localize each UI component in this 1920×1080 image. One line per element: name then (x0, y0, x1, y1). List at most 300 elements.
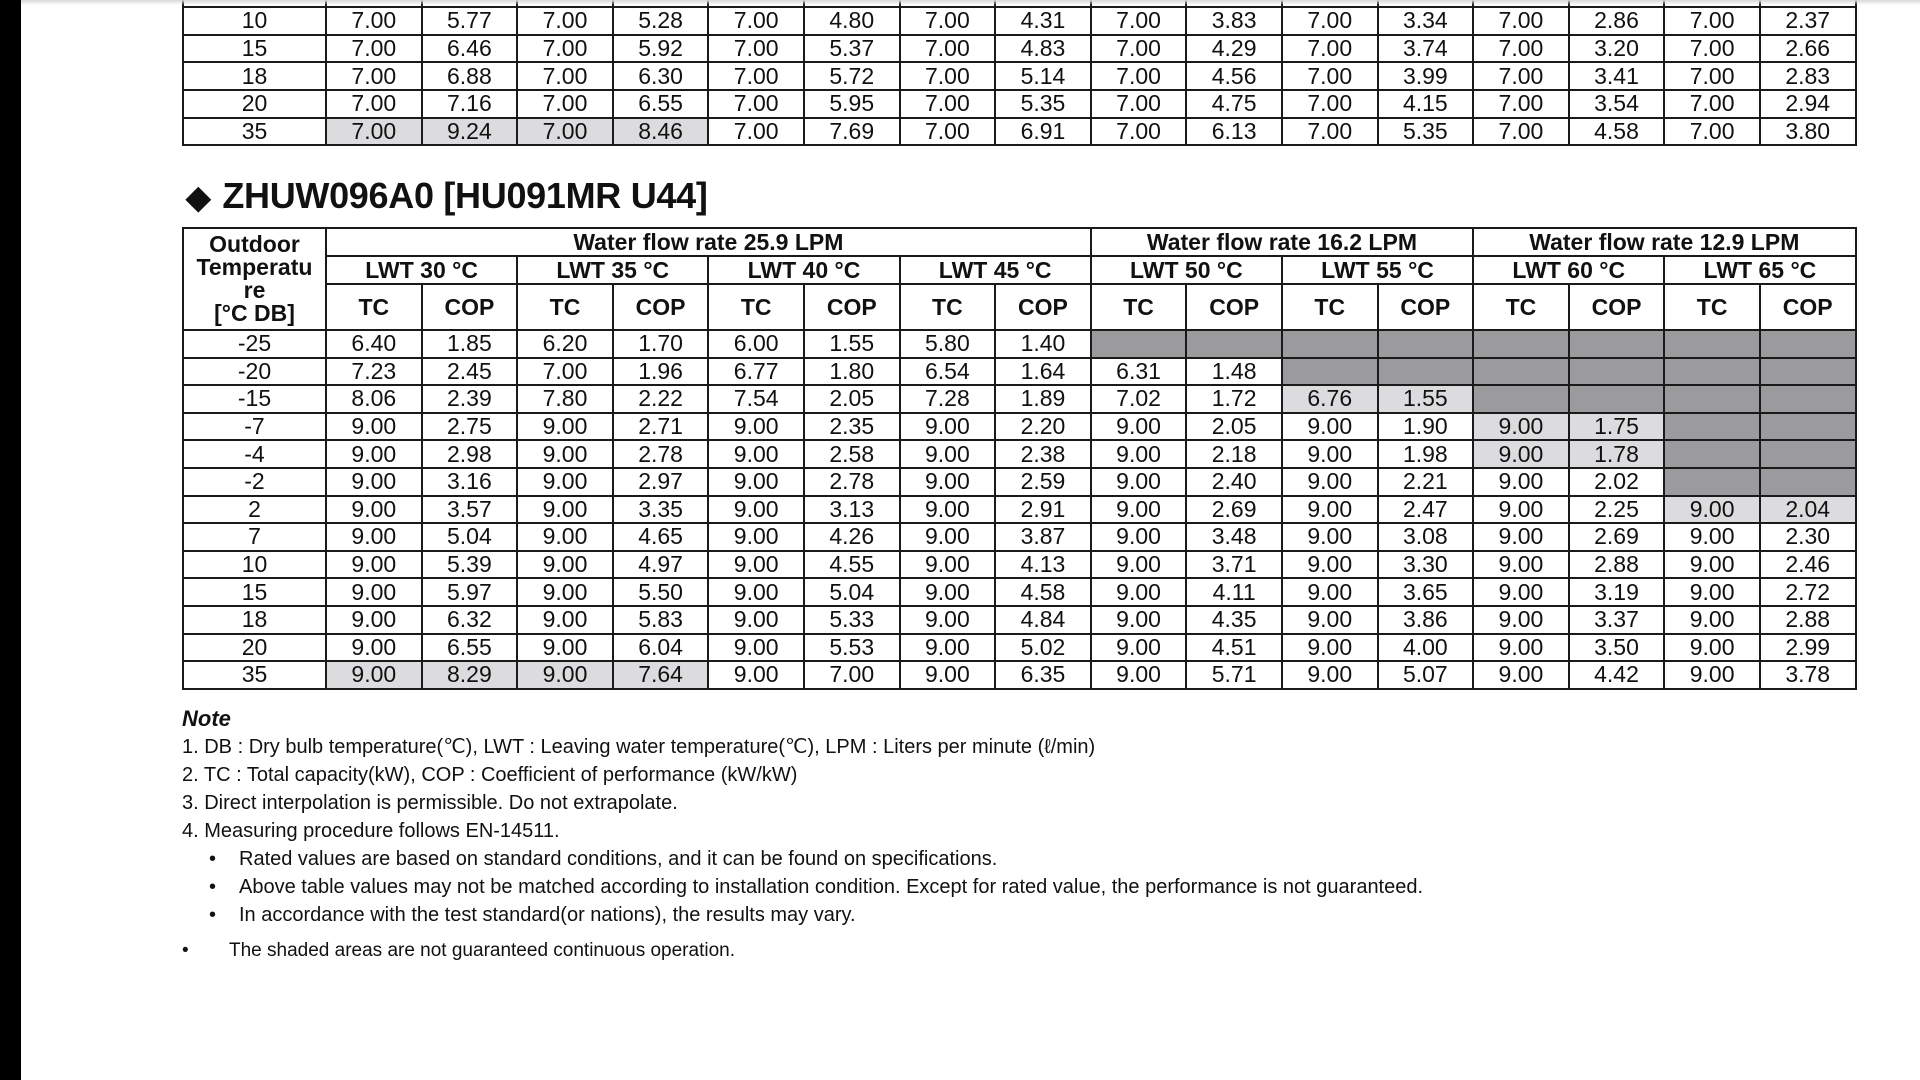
cop-value-cell: 1.55 (804, 330, 900, 358)
tc-value-cell: 7.00 (1664, 35, 1760, 63)
cop-value-cell: 5.02 (995, 634, 1091, 662)
performance-table-zhuw096a0 (182, 227, 1857, 690)
tc-value-cell: 7.00 (517, 62, 613, 90)
tc-value-cell: 7.00 (1282, 62, 1378, 90)
cop-header: COP (1569, 284, 1665, 330)
cop-value-cell: 3.35 (613, 496, 709, 524)
table-row (183, 468, 1856, 496)
tc-value-cell: 7.00 (708, 62, 804, 90)
lwt-header: LWT 40 °C (708, 256, 899, 284)
diamond-bullet-icon: ◆ (186, 179, 211, 215)
cop-value-cell: 4.80 (804, 7, 900, 35)
cop-value-cell: 4.42 (1569, 661, 1665, 689)
tc-cop-header-row (183, 284, 1856, 330)
tc-value-cell: 7.00 (1091, 35, 1187, 63)
lwt-header: LWT 55 °C (1282, 256, 1473, 284)
cop-value-cell (1569, 330, 1665, 358)
cop-value-cell: 4.15 (1378, 90, 1474, 118)
cop-value-cell: 3.83 (1186, 7, 1282, 35)
tc-value-cell (1664, 385, 1760, 413)
cop-value-cell: 6.13 (1186, 118, 1282, 146)
cop-header: COP (613, 284, 709, 330)
table-row (183, 661, 1856, 689)
tc-value-cell: 7.00 (517, 35, 613, 63)
cop-value-cell: 5.33 (804, 606, 900, 634)
cop-value-cell: 6.55 (422, 634, 518, 662)
tc-value-cell: 9.00 (1664, 496, 1760, 524)
tc-value-cell: 9.00 (900, 606, 996, 634)
cop-value-cell: 3.87 (995, 523, 1091, 551)
tc-value-cell: 9.00 (517, 634, 613, 662)
tc-value-cell: 9.00 (708, 606, 804, 634)
tc-value-cell: 9.00 (326, 468, 422, 496)
cop-value-cell: 4.58 (995, 578, 1091, 606)
cop-value-cell: 1.64 (995, 358, 1091, 386)
tc-value-cell: 7.00 (326, 90, 422, 118)
note-item: 2. TC : Total capacity(kW), COP : Coefficient of performance (kW/kW) (182, 764, 798, 786)
cop-value-cell: 8.29 (422, 661, 518, 689)
cop-value-cell: 3.13 (804, 496, 900, 524)
tc-value-cell: 9.00 (900, 634, 996, 662)
cop-value-cell: 7.64 (613, 661, 709, 689)
cop-value-cell: 4.31 (995, 7, 1091, 35)
cop-value-cell: 4.97 (613, 551, 709, 579)
main-table-body (183, 330, 1856, 689)
cop-value-cell: 2.86 (1569, 7, 1665, 35)
notes-section (182, 705, 1423, 965)
tc-value-cell: 7.00 (1664, 62, 1760, 90)
outdoor-temp-cell: 20 (183, 90, 326, 118)
cop-value-cell: 6.46 (422, 35, 518, 63)
tc-value-cell (1091, 330, 1187, 358)
tc-value-cell: 7.00 (708, 35, 804, 63)
tc-value-cell: 9.00 (517, 551, 613, 579)
cop-value-cell: 3.41 (1569, 62, 1665, 90)
cop-value-cell: 3.48 (1186, 523, 1282, 551)
cop-value-cell: 2.78 (613, 440, 709, 468)
outdoor-temp-cell: 15 (183, 35, 326, 63)
tc-value-cell: 9.00 (1664, 634, 1760, 662)
cop-value-cell: 4.56 (1186, 62, 1282, 90)
tc-value-cell: 9.00 (900, 440, 996, 468)
tc-value-cell: 7.00 (1091, 62, 1187, 90)
tc-value-cell: 7.00 (1473, 118, 1569, 146)
cop-value-cell (1186, 330, 1282, 358)
note-sub-text: Rated values are based on standard conditions, and it can be found on specifications. (239, 848, 998, 870)
cop-value-cell: 2.97 (613, 468, 709, 496)
cop-value-cell: 4.83 (995, 35, 1091, 63)
tc-value-cell: 9.00 (708, 468, 804, 496)
tc-value-cell: 7.00 (708, 7, 804, 35)
cop-value-cell: 2.47 (1378, 496, 1474, 524)
cop-value-cell: 3.65 (1378, 578, 1474, 606)
tc-value-cell: 9.00 (326, 634, 422, 662)
table-row (183, 330, 1856, 358)
tc-value-cell: 9.00 (1664, 523, 1760, 551)
outdoor-temp-cell: 20 (183, 634, 326, 662)
cop-value-cell: 2.02 (1569, 468, 1665, 496)
outdoor-temp-cell: -15 (183, 385, 326, 413)
tc-value-cell (1282, 358, 1378, 386)
cop-value-cell: 2.88 (1760, 606, 1856, 634)
tc-header: TC (900, 284, 996, 330)
bullet-icon: • (209, 848, 217, 870)
tc-header: TC (517, 284, 613, 330)
cop-value-cell: 3.71 (1186, 551, 1282, 579)
cop-value-cell: 4.26 (804, 523, 900, 551)
note-sub-item (182, 845, 1423, 873)
cop-value-cell: 2.38 (995, 440, 1091, 468)
tc-value-cell: 9.00 (1664, 661, 1760, 689)
cop-value-cell: 2.66 (1760, 35, 1856, 63)
cop-header: COP (422, 284, 518, 330)
cop-value-cell: 2.99 (1760, 634, 1856, 662)
cop-value-cell: 2.59 (995, 468, 1091, 496)
cop-value-cell: 6.55 (613, 90, 709, 118)
cop-value-cell: 5.83 (613, 606, 709, 634)
tc-value-cell: 7.00 (708, 90, 804, 118)
tc-value-cell: 7.00 (1091, 118, 1187, 146)
tc-value-cell: 9.00 (326, 551, 422, 579)
tc-value-cell: 9.00 (1473, 440, 1569, 468)
tc-value-cell: 9.00 (900, 551, 996, 579)
cop-value-cell: 5.72 (804, 62, 900, 90)
tc-value-cell: 7.23 (326, 358, 422, 386)
tc-value-cell: 6.20 (517, 330, 613, 358)
tc-value-cell: 9.00 (517, 468, 613, 496)
cop-value-cell (1378, 330, 1474, 358)
tc-value-cell: 7.00 (1091, 90, 1187, 118)
cop-value-cell (1760, 440, 1856, 468)
tc-value-cell: 7.80 (517, 385, 613, 413)
section-title (186, 175, 708, 217)
cop-value-cell: 3.16 (422, 468, 518, 496)
cop-value-cell: 1.90 (1378, 413, 1474, 441)
tc-value-cell: 9.00 (326, 440, 422, 468)
tc-value-cell (1282, 330, 1378, 358)
cop-value-cell: 4.84 (995, 606, 1091, 634)
cop-value-cell: 2.20 (995, 413, 1091, 441)
tc-value-cell: 9.00 (1282, 634, 1378, 662)
cop-value-cell: 3.19 (1569, 578, 1665, 606)
outdoor-temp-cell: 15 (183, 578, 326, 606)
page-top-shadow (21, 0, 1920, 5)
cop-value-cell: 3.37 (1569, 606, 1665, 634)
tc-value-cell: 9.00 (517, 413, 613, 441)
cop-value-cell: 2.98 (422, 440, 518, 468)
cop-value-cell: 5.97 (422, 578, 518, 606)
tc-value-cell: 7.00 (326, 7, 422, 35)
outdoor-temp-cell: -2 (183, 468, 326, 496)
cop-value-cell: 1.70 (613, 330, 709, 358)
tc-value-cell: 9.00 (1282, 413, 1378, 441)
tc-value-cell: 7.00 (1473, 90, 1569, 118)
tc-value-cell (1664, 358, 1760, 386)
cop-value-cell: 3.50 (1569, 634, 1665, 662)
tc-value-cell: 9.00 (1473, 496, 1569, 524)
tc-value-cell: 9.00 (1282, 468, 1378, 496)
header-line: Temperatu (196, 254, 313, 280)
tc-value-cell: 6.00 (708, 330, 804, 358)
tc-value-cell: 6.54 (900, 358, 996, 386)
cop-value-cell: 1.89 (995, 385, 1091, 413)
tc-value-cell: 9.00 (708, 634, 804, 662)
cop-value-cell: 5.39 (422, 551, 518, 579)
bullet-icon: • (209, 904, 217, 926)
tc-value-cell: 9.00 (517, 606, 613, 634)
tc-value-cell: 9.00 (708, 496, 804, 524)
cop-value-cell: 1.85 (422, 330, 518, 358)
cop-value-cell: 5.95 (804, 90, 900, 118)
table-row (183, 7, 1856, 35)
cop-value-cell: 1.80 (804, 358, 900, 386)
cop-value-cell: 3.78 (1760, 661, 1856, 689)
cop-value-cell (1569, 385, 1665, 413)
tc-value-cell: 9.00 (517, 523, 613, 551)
outdoor-temp-cell: -25 (183, 330, 326, 358)
tc-value-cell: 7.00 (1282, 7, 1378, 35)
cop-value-cell: 2.05 (1186, 413, 1282, 441)
tc-value-cell: 7.00 (1091, 7, 1187, 35)
flow-rate-header: Water flow rate 16.2 LPM (1091, 228, 1473, 256)
cop-value-cell: 2.69 (1569, 523, 1665, 551)
tc-value-cell (1664, 330, 1760, 358)
outdoor-temp-cell: 10 (183, 551, 326, 579)
tc-value-cell: 7.00 (1473, 35, 1569, 63)
tc-value-cell: 9.00 (708, 523, 804, 551)
lwt-header: LWT 35 °C (517, 256, 708, 284)
tc-value-cell: 6.40 (326, 330, 422, 358)
tc-value-cell: 9.00 (1473, 413, 1569, 441)
cop-value-cell: 2.75 (422, 413, 518, 441)
cop-value-cell: 4.65 (613, 523, 709, 551)
tc-value-cell: 9.00 (1664, 606, 1760, 634)
note-sub-text: In accordance with the test standard(or nations), the results may vary. (239, 904, 856, 926)
outdoor-temp-cell: 2 (183, 496, 326, 524)
tc-value-cell: 9.00 (1091, 551, 1187, 579)
shaded-area-note (182, 937, 1423, 965)
lwt-header: LWT 50 °C (1091, 256, 1282, 284)
tc-value-cell: 9.00 (1282, 661, 1378, 689)
tc-value-cell: 9.00 (1473, 606, 1569, 634)
tc-value-cell: 7.54 (708, 385, 804, 413)
cop-value-cell: 5.04 (422, 523, 518, 551)
cop-value-cell: 4.29 (1186, 35, 1282, 63)
cop-value-cell: 7.00 (804, 661, 900, 689)
tc-value-cell: 9.00 (1473, 661, 1569, 689)
cop-value-cell: 2.30 (1760, 523, 1856, 551)
tc-value-cell: 7.00 (326, 62, 422, 90)
cop-value-cell: 1.78 (1569, 440, 1665, 468)
cop-value-cell: 1.96 (613, 358, 709, 386)
tc-value-cell: 9.00 (326, 496, 422, 524)
previous-table-body (183, 0, 1856, 145)
tc-value-cell: 9.00 (708, 413, 804, 441)
outdoor-temp-cell: -4 (183, 440, 326, 468)
tc-value-cell: 9.00 (517, 440, 613, 468)
tc-value-cell: 9.00 (1091, 440, 1187, 468)
tc-value-cell: 9.00 (708, 551, 804, 579)
tc-value-cell: 9.00 (900, 661, 996, 689)
cop-header: COP (1378, 284, 1474, 330)
tc-value-cell: 7.00 (900, 90, 996, 118)
lwt-header-row (183, 256, 1856, 284)
tc-value-cell: 9.00 (1091, 413, 1187, 441)
table-row (183, 385, 1856, 413)
cop-value-cell: 6.91 (995, 118, 1091, 146)
cop-header: COP (804, 284, 900, 330)
cop-value-cell: 3.57 (422, 496, 518, 524)
performance-table-previous (182, 0, 1857, 146)
cop-value-cell: 5.07 (1378, 661, 1474, 689)
tc-value-cell: 9.00 (1664, 578, 1760, 606)
cop-value-cell: 1.55 (1378, 385, 1474, 413)
cop-value-cell: 3.20 (1569, 35, 1665, 63)
lwt-header: LWT 45 °C (900, 256, 1091, 284)
tc-value-cell: 7.00 (1664, 90, 1760, 118)
header-line: Outdoor (209, 231, 300, 257)
cop-value-cell (1569, 358, 1665, 386)
cop-value-cell (1378, 358, 1474, 386)
cop-value-cell: 6.30 (613, 62, 709, 90)
outdoor-temp-cell: 35 (183, 118, 326, 146)
cop-value-cell: 2.35 (804, 413, 900, 441)
tc-header: TC (1282, 284, 1378, 330)
flow-rate-header: Water flow rate 25.9 LPM (326, 228, 1091, 256)
tc-value-cell: 9.00 (900, 496, 996, 524)
tc-value-cell: 9.00 (900, 468, 996, 496)
cop-value-cell: 2.72 (1760, 578, 1856, 606)
cop-value-cell: 2.94 (1760, 90, 1856, 118)
cop-value-cell: 2.25 (1569, 496, 1665, 524)
cop-value-cell: 5.50 (613, 578, 709, 606)
tc-value-cell: 9.00 (900, 578, 996, 606)
tc-value-cell: 9.00 (1282, 578, 1378, 606)
tc-value-cell (1664, 468, 1760, 496)
tc-value-cell: 9.00 (1282, 606, 1378, 634)
tc-value-cell: 9.00 (1091, 634, 1187, 662)
tc-value-cell (1664, 413, 1760, 441)
cop-value-cell (1760, 330, 1856, 358)
cop-value-cell: 3.74 (1378, 35, 1474, 63)
table-row (183, 62, 1856, 90)
tc-value-cell: 7.00 (900, 62, 996, 90)
notes-heading: Note (182, 706, 231, 731)
table-row (183, 496, 1856, 524)
tc-value-cell: 9.00 (517, 578, 613, 606)
cop-value-cell: 7.16 (422, 90, 518, 118)
tc-value-cell: 9.00 (1473, 523, 1569, 551)
tc-header: TC (1664, 284, 1760, 330)
tc-value-cell: 6.76 (1282, 385, 1378, 413)
shaded-area-note-text: The shaded areas are not guaranteed continuous operation. (229, 940, 735, 961)
cop-value-cell: 2.88 (1569, 551, 1665, 579)
table-row (183, 90, 1856, 118)
tc-value-cell: 7.00 (1664, 7, 1760, 35)
cop-value-cell: 5.53 (804, 634, 900, 662)
outdoor-temp-cell: 35 (183, 661, 326, 689)
table-row (183, 358, 1856, 386)
tc-value-cell: 9.00 (517, 496, 613, 524)
cop-header: COP (1760, 284, 1856, 330)
cop-value-cell: 2.18 (1186, 440, 1282, 468)
cop-value-cell: 2.46 (1760, 551, 1856, 579)
tc-value-cell: 7.00 (326, 35, 422, 63)
table-row (183, 35, 1856, 63)
cop-value-cell: 2.04 (1760, 496, 1856, 524)
cop-value-cell: 3.34 (1378, 7, 1474, 35)
cop-value-cell: 2.40 (1186, 468, 1282, 496)
cop-value-cell: 4.13 (995, 551, 1091, 579)
tc-value-cell: 7.00 (517, 7, 613, 35)
tc-header: TC (1091, 284, 1187, 330)
tc-value-cell: 6.77 (708, 358, 804, 386)
cop-value-cell: 5.37 (804, 35, 900, 63)
tc-value-cell: 7.02 (1091, 385, 1187, 413)
tc-value-cell: 9.00 (517, 661, 613, 689)
note-sub-item (182, 901, 1423, 929)
outdoor-temp-cell: -20 (183, 358, 326, 386)
tc-value-cell: 7.00 (708, 118, 804, 146)
tc-value-cell: 8.06 (326, 385, 422, 413)
cop-value-cell: 5.35 (1378, 118, 1474, 146)
cop-value-cell: 2.83 (1760, 62, 1856, 90)
cop-value-cell: 1.98 (1378, 440, 1474, 468)
cop-value-cell: 1.40 (995, 330, 1091, 358)
table-row (183, 578, 1856, 606)
cop-value-cell: 2.39 (422, 385, 518, 413)
lwt-header: LWT 65 °C (1664, 256, 1855, 284)
cop-value-cell: 2.69 (1186, 496, 1282, 524)
flow-rate-header: Water flow rate 12.9 LPM (1473, 228, 1855, 256)
header-line: [°C DB] (214, 300, 295, 326)
tc-value-cell (1473, 358, 1569, 386)
cop-value-cell: 3.99 (1378, 62, 1474, 90)
cop-value-cell: 2.71 (613, 413, 709, 441)
tc-value-cell: 9.00 (1282, 523, 1378, 551)
tc-value-cell: 7.00 (517, 358, 613, 386)
cop-value-cell: 1.72 (1186, 385, 1282, 413)
cop-value-cell: 2.45 (422, 358, 518, 386)
tc-value-cell: 9.00 (1091, 606, 1187, 634)
tc-value-cell: 9.00 (708, 578, 804, 606)
tc-value-cell: 7.00 (900, 118, 996, 146)
cop-value-cell: 2.58 (804, 440, 900, 468)
tc-value-cell (1473, 330, 1569, 358)
cop-value-cell (1760, 358, 1856, 386)
cop-value-cell: 5.28 (613, 7, 709, 35)
cop-value-cell (1760, 468, 1856, 496)
cop-value-cell: 5.92 (613, 35, 709, 63)
table-row (183, 634, 1856, 662)
outdoor-temperature-header (183, 228, 326, 330)
model-title: ZHUW096A0 [HU091MR U44] (222, 175, 708, 216)
tc-value-cell: 5.80 (900, 330, 996, 358)
tc-value-cell: 7.00 (1282, 90, 1378, 118)
tc-value-cell: 9.00 (708, 661, 804, 689)
table-row (183, 606, 1856, 634)
tc-value-cell: 9.00 (1091, 468, 1187, 496)
cop-value-cell: 2.05 (804, 385, 900, 413)
tc-value-cell: 9.00 (1091, 496, 1187, 524)
cop-value-cell: 5.71 (1186, 661, 1282, 689)
cop-value-cell: 4.11 (1186, 578, 1282, 606)
cop-value-cell: 1.48 (1186, 358, 1282, 386)
tc-value-cell: 9.00 (326, 578, 422, 606)
tc-value-cell: 7.00 (1473, 7, 1569, 35)
cop-value-cell: 6.88 (422, 62, 518, 90)
note-sub-text: Above table values may not be matched according to installation condition. Except for rated value, the performance is not guaranteed. (239, 876, 1424, 898)
